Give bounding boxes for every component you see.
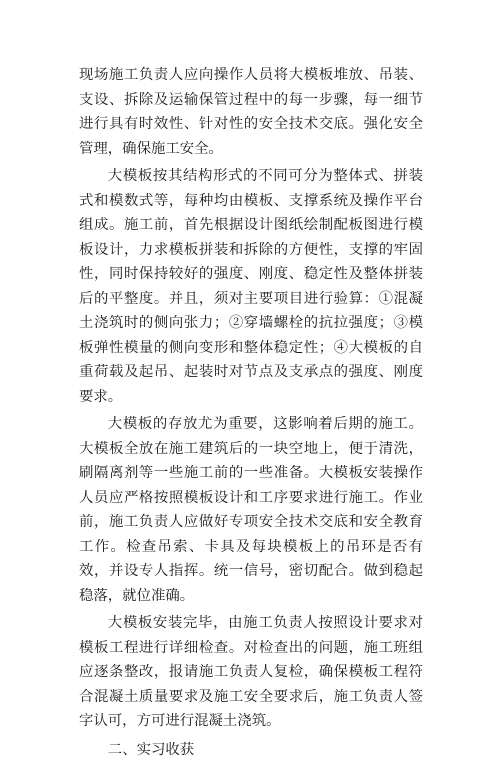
paragraph-formwork-types: 大模板按其结构形式的不同可分为整体式、拼装式和模数式等，每种均由模板、支撑系统及操作平台组成。施工前，首先根据设计图纸绘制配板图进行模板设计，力求模板拼装和拆除的方便性，支撑的牢固性，同时保持较好的强度、刚度、稳定性及整体拼装后的平整度。并且，须对主要项目进行验算：①混凝土浇筑时的侧向张力；②穿墙螺栓的抗拉强度；③模板弹性模量的侧向变形和整体稳定性；④大模板的自重荷载及起吊、起装时对节点及支承点的强度、刚度要求。 bbox=[79, 164, 423, 409]
section-heading: 二、实习收获 bbox=[79, 738, 423, 762]
document-body bbox=[79, 63, 423, 762]
paragraph-installation-inspection: 大模板安装完毕，由施工负责人按照设计要求对模板工程进行详细检查。对检查出的问题，施工班组应逐条整改，报请施工负责人复检，确保模板工程符合混凝土质量要求及施工安全要求后，施工负责人签字认可，方可进行混凝土浇筑。 bbox=[79, 611, 423, 734]
paragraph-formwork-storage: 大模板的存放尤为重要，这影响着后期的施工。大模板全放在施工建筑后的一块空地上，便于清洗，刷隔离剂等一些施工前的一些准备。大模板安装操作人员应严格按照模板设计和工序要求进行施工。作业前，施工负责人应做好专项安全技术交底和安全教育工作。检查吊索、卡具及每块模板上的吊环是否有效，并设专人指挥。统一信号，密切配合。做到稳起稳落，就位准确。 bbox=[79, 412, 423, 608]
paragraph-safety-briefing: 现场施工负责人应向操作人员将大模板堆放、吊装、支设、拆除及运输保管过程中的每一步骤，每一细节进行具有时效性、针对性的安全技术交底。强化安全管理，确保施工安全。 bbox=[79, 63, 423, 161]
